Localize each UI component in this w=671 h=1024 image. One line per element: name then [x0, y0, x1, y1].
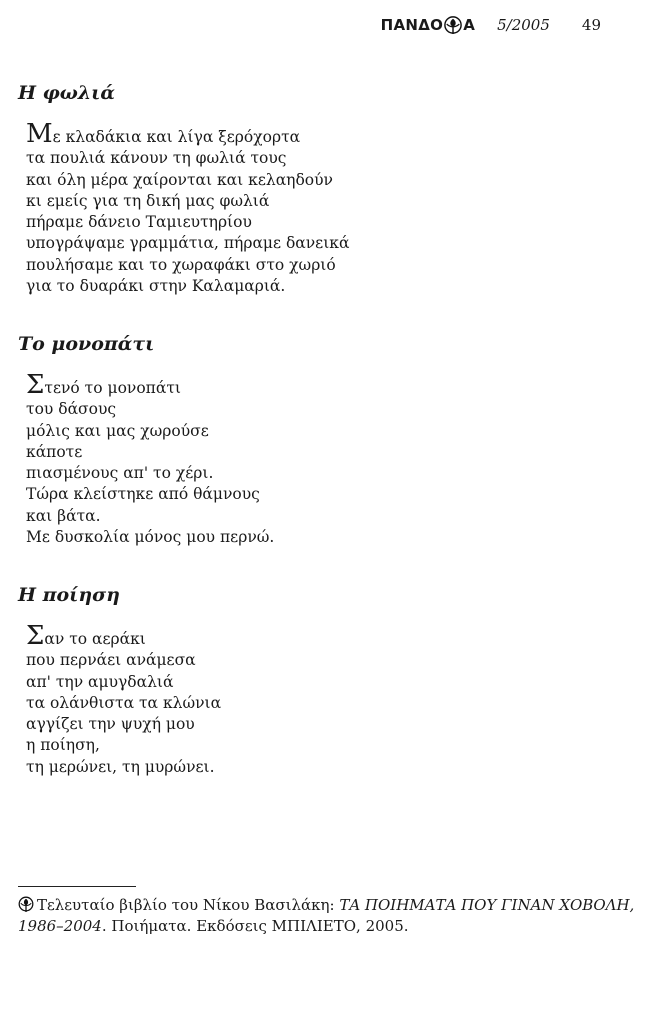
drop-cap: Σ: [26, 370, 45, 400]
first-line-text: αν το αεράκι: [44, 630, 146, 648]
poem-title: Το μονοπάτι: [18, 333, 155, 355]
footnote: [18, 895, 635, 937]
footnote-line: [18, 916, 608, 937]
footnote-line: [18, 895, 635, 916]
flower-logo-icon: [444, 16, 462, 34]
footnote-text: Τελευταίο βιβλίο του Νίκου Βασιλάκη:: [37, 896, 340, 914]
flower-logo-icon: [18, 896, 34, 912]
book-years: 1986–2004: [18, 917, 102, 935]
book-title: ΤΑ ΠΟΙΗΜΑΤΑ ΠΟΥ ΓΙΝΑΝ ΧΟΒΟΛΗ,: [339, 896, 635, 914]
poem-line: που περνάει ανάμεσα: [26, 651, 196, 670]
poem-nest: [18, 82, 349, 297]
poem-line: υπογράψαμε γραμμάτια, πήραμε δανεικά: [26, 234, 350, 253]
poem-title: Η φωλιά: [18, 82, 115, 104]
poem-line: [26, 370, 274, 400]
poem-line: και βάτα.: [26, 506, 101, 525]
poem-body: [18, 119, 350, 297]
poem-line: πήραμε δάνειο Ταμιευτηρίου: [26, 213, 252, 232]
poem-line: και όλη μέρα χαίρονται και κελαηδούν: [26, 170, 333, 189]
poem-body: [18, 370, 275, 548]
poem-line: Με δυσκολία μόνος μου περνώ.: [26, 528, 275, 547]
poem-line: τη μερώνει, τη μυρώνει.: [26, 757, 215, 776]
poem-line: τα ολάνθιστα τα κλώνια: [26, 693, 222, 712]
drop-cap: Μ: [26, 119, 53, 149]
page-header: [381, 16, 601, 34]
poem-poetry: [18, 584, 221, 778]
poem-line: απ' την αμυγδαλιά: [26, 672, 174, 691]
poem-line: του δάσους: [26, 400, 117, 419]
issue-number: 5/2005: [497, 16, 550, 34]
poem-line: [26, 621, 221, 651]
poem-line: για το δυαράκι στην Καλαμαριά.: [26, 277, 286, 296]
first-line-text: ε κλαδάκια και λίγα ξερόχορτα: [52, 128, 301, 146]
journal-name-prefix: ΠΑΝΔΟ: [380, 16, 444, 34]
journal-name-suffix: Α: [463, 16, 476, 34]
poem-line: τα πουλιά κάνουν τη φωλιά τους: [26, 149, 287, 168]
poem-line: [26, 119, 349, 149]
page-number: 49: [581, 16, 601, 34]
footnote-divider: [18, 886, 136, 887]
poem-path: [18, 333, 274, 548]
poem-line: πιασμένους απ' το χέρι.: [26, 464, 214, 483]
poem-body: [18, 621, 222, 778]
poem-line: κι εμείς για τη δική μας φωλιά: [26, 191, 270, 210]
first-line-text: τενό το μονοπάτι: [44, 379, 181, 397]
poem-line: κάποτε: [26, 442, 83, 461]
drop-cap: Σ: [26, 621, 45, 651]
poem-title: Η ποίηση: [18, 584, 120, 606]
poem-line: αγγίζει την ψυχή μου: [26, 715, 195, 734]
journal-name: [381, 16, 476, 34]
poem-line: μόλις και μας χωρούσε: [26, 421, 209, 440]
poem-line: Τώρα κλείστηκε από θάμνους: [26, 485, 260, 504]
footnote-text: . Ποιήματα. Εκδόσεις ΜΠΙΛΙΕΤΟ, 2005.: [101, 917, 409, 935]
poem-line: πουλήσαμε και το χωραφάκι στο χωριό: [26, 255, 336, 274]
poem-line: η ποίηση,: [26, 736, 100, 755]
